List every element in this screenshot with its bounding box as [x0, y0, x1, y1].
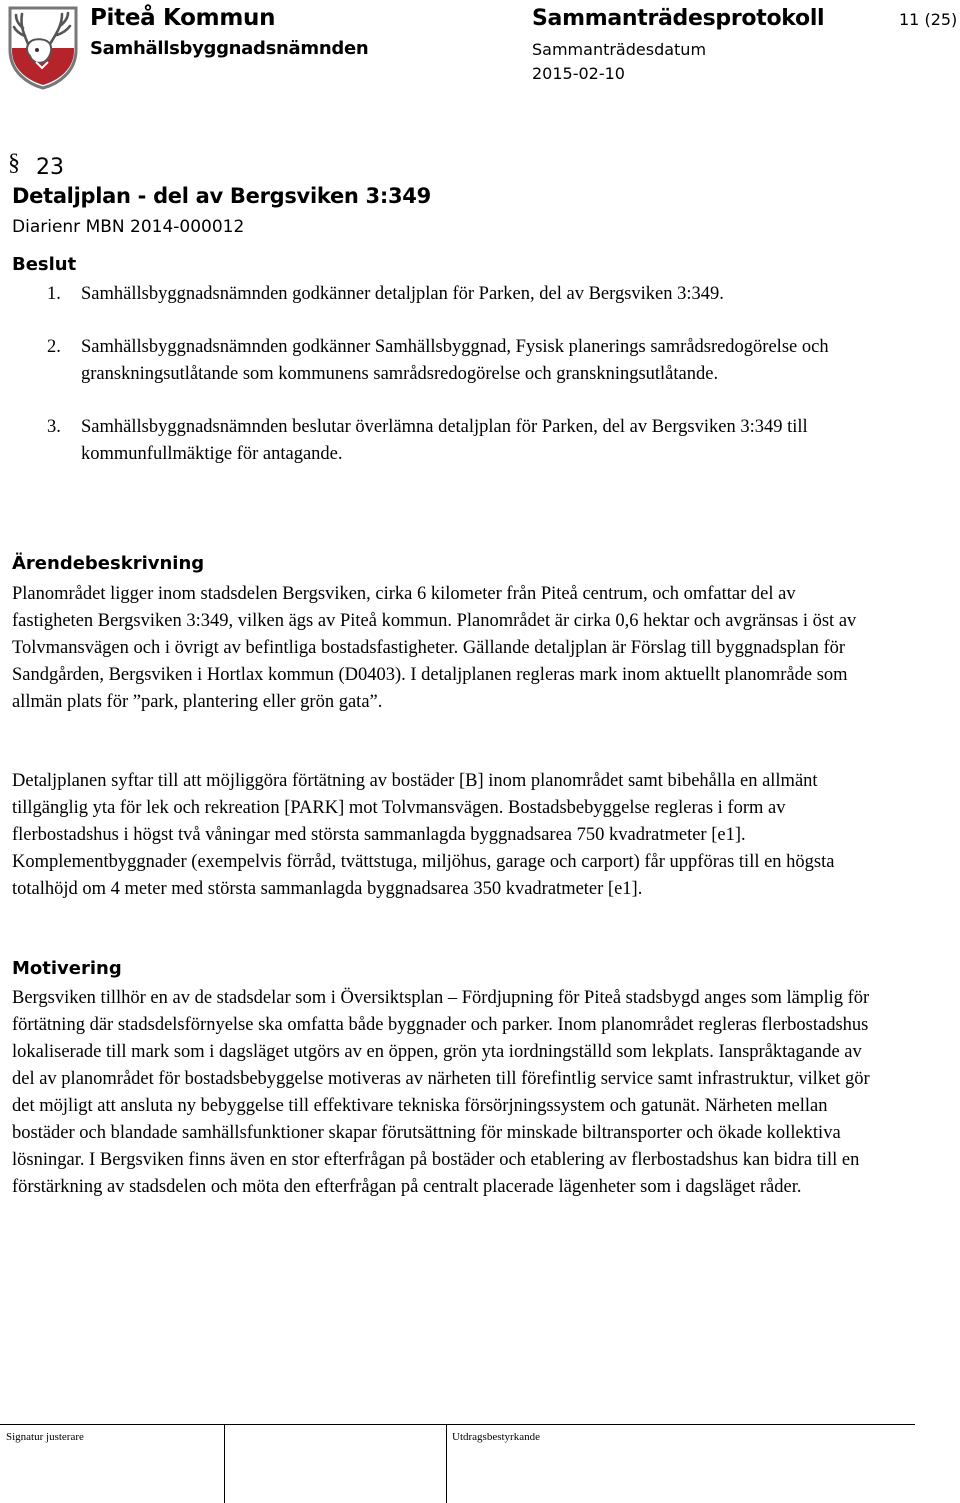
decision-text: Samhällsbyggnadsnämnden godkänner detaljplan för Parken, del av Bergsviken 3:349. — [81, 284, 724, 304]
section-number: 23 — [36, 155, 64, 180]
motivation-paragraph: Bergsviken tillhör en av de stadsdelar som i Översiktsplan – Fördjupning för Piteå stadsbygd anges som lämplig för förtätning där stadsdelsförnyelse ska omfatta både byggnader och parker. Inom planområdet regleras flerbostadshus lokaliserade till mark som i dagsläget utgörs av en öppen, grön yta iordningställd som lekplats. Ianspråktagande av del av planområdet för bostadsbebyggelse motiveras av närheten till förefintlig service samt infrastruktur, vilket gör det möjligt att ansluta ny bebyggelse till effektivare tekniska försörjningssystem och gatunät. Närheten mellan bostäder och blandade samhällsfunktioner skapar förutsättning för minskade biltransporter och ökade kollektiva lösningar. I Bergsviken finns även en stor efterfrågan på bostäder och etablering av flerbostadshus kan bidra till en förstärkning av stadsdelen och möta den efterfrågan på centralt placerade lägenheter som i dagsläget råder. — [12, 988, 870, 1197]
page-number: 11 (25) — [899, 10, 958, 29]
decision-list — [12, 281, 852, 494]
motivation-heading: Motivering — [12, 958, 122, 979]
decision-number: 2. — [47, 337, 61, 357]
pitea-coat-of-arms-icon — [6, 4, 80, 90]
case-description-paragraph: Detaljplanen syftar till att möjliggöra förtätning av bostäder [B] inom planområdet samt bibehålla en allmänt tillgänglig yta för lek och rekreation [PARK] mot Tolvmansvägen. Bostadsbebyggelse regleras i form av flerbostadshus i högst två våningar med största sammanlagda byggnadsarea 750 kvadratmeter [e1]. Komplementbyggnader (exempelvis förråd, tvättstuga, miljöhus, garage och carport) får uppföras till en högsta totalhöjd om 4 meter med största sammanlagda byggnadsarea 350 kvadratmeter [e1]. — [12, 771, 835, 899]
decision-item — [12, 281, 852, 308]
footer-divider — [0, 1424, 915, 1425]
signature-label: Signatur justerare — [6, 1431, 84, 1443]
decision-heading: Beslut — [12, 254, 77, 275]
decision-number: 1. — [47, 284, 61, 304]
organization-name: Piteå Kommun — [90, 5, 276, 31]
case-description-paragraph: Planområdet ligger inom stadsdelen Bergsviken, cirka 6 kilometer från Piteå centrum, och omfattar del av fastigheten Bergsviken 3:349, vilken ägs av Piteå kommun. Planområdet är cirka 0,6 hektar och avgränsas i öst av Tolvmansvägen och i övrigt av befintliga bostadsfastigheter. Gällande detaljplan är Förslag till byggnadsplan för Sandgården, Bergsviken i Hortlax kommun (D0403). I detaljplanen regleras mark inom aktuellt planområde som allmän plats för ”park, plantering eller grön gata”. — [12, 584, 857, 712]
document-type: Sammanträdesprotokoll — [532, 6, 825, 31]
decision-number: 3. — [47, 417, 61, 437]
footer-separator — [224, 1424, 225, 1503]
case-description-heading: Ärendebeskrivning — [12, 553, 205, 574]
decision-item — [12, 414, 852, 468]
meeting-date-value: 2015-02-10 — [532, 64, 625, 83]
decision-text: Samhällsbyggnadsnämnden beslutar överlämna detaljplan för Parken, del av Bergsviken 3:349 till kommunfullmäktige för antagande. — [81, 417, 808, 464]
decision-text: Samhällsbyggnadsnämnden godkänner Samhällsbyggnad, Fysisk planerings samrådsredogörelse och granskningsutlåtande som kommunens samrådsredogörelse och granskningsutlåtande. — [81, 337, 829, 384]
organization-unit: Samhällsbyggnadsnämnden — [90, 38, 369, 59]
meeting-date-label: Sammanträdesdatum — [532, 40, 707, 59]
decision-item — [12, 334, 852, 388]
extract-certification-label: Utdragsbestyrkande — [452, 1431, 540, 1443]
section-sign: § — [8, 150, 20, 176]
footer-separator — [446, 1424, 447, 1503]
diary-number: Diarienr MBN 2014-000012 — [12, 217, 245, 237]
signature-footer — [0, 1424, 915, 1503]
item-title: Detaljplan - del av Bergsviken 3:349 — [12, 184, 431, 208]
